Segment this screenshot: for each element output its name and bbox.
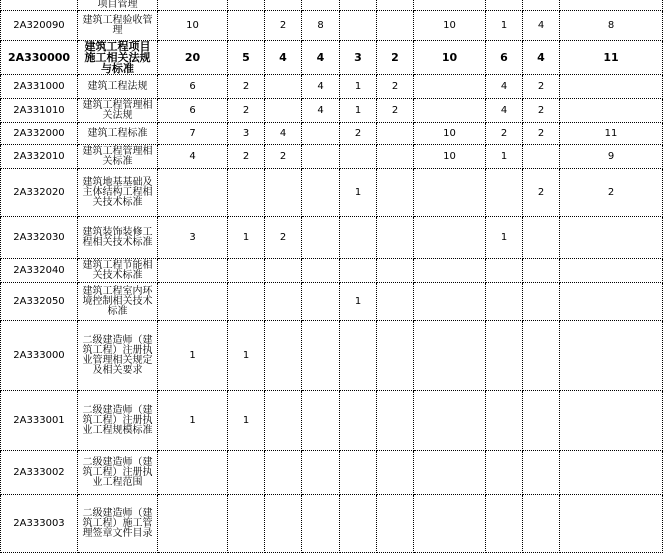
count-cell: 3 <box>228 123 265 145</box>
count-cell: 10 <box>414 11 486 41</box>
count-cell <box>158 451 228 495</box>
count-cell <box>560 217 663 259</box>
count-cell <box>158 495 228 553</box>
row-code: 2A333000 <box>1 321 78 391</box>
count-cell: 1 <box>340 169 377 217</box>
count-cell: 8 <box>560 11 663 41</box>
count-cell <box>377 145 414 169</box>
count-cell <box>228 169 265 217</box>
count-cell <box>158 283 228 321</box>
row-code: 2A332040 <box>1 259 78 283</box>
count-cell: 2 <box>265 145 302 169</box>
count-cell <box>523 495 560 553</box>
count-cell: 11 <box>560 41 663 75</box>
count-cell <box>486 391 523 451</box>
count-cell: 4 <box>302 41 340 75</box>
count-cell <box>265 0 302 11</box>
count-cell: 4 <box>302 75 340 99</box>
count-cell: 7 <box>158 123 228 145</box>
row-name: 二级建造师（建筑工程）施工管理签章文件目录 <box>78 495 158 553</box>
count-cell <box>158 0 228 11</box>
count-cell: 2 <box>228 145 265 169</box>
row-code: 2A330000 <box>1 41 78 75</box>
count-cell: 2 <box>340 123 377 145</box>
count-cell: 1 <box>486 11 523 41</box>
count-cell <box>377 391 414 451</box>
table-row <box>1 259 663 283</box>
count-cell: 1 <box>340 283 377 321</box>
count-cell <box>414 495 486 553</box>
count-cell: 3 <box>158 217 228 259</box>
count-cell <box>486 321 523 391</box>
count-cell <box>523 283 560 321</box>
count-cell: 5 <box>228 41 265 75</box>
table-row <box>1 11 663 41</box>
table-row <box>1 283 663 321</box>
count-cell: 2 <box>377 41 414 75</box>
row-code: 2A332030 <box>1 217 78 259</box>
row-code: 2A333001 <box>1 391 78 451</box>
row-code: 2A333002 <box>1 451 78 495</box>
count-cell <box>486 451 523 495</box>
count-cell <box>523 145 560 169</box>
count-cell <box>302 495 340 553</box>
count-cell <box>302 217 340 259</box>
row-name: 建筑工程法规 <box>78 75 158 99</box>
count-cell: 10 <box>414 145 486 169</box>
table-row <box>1 169 663 217</box>
count-cell <box>560 75 663 99</box>
count-cell: 1 <box>228 391 265 451</box>
count-cell: 6 <box>486 41 523 75</box>
table-row <box>1 75 663 99</box>
count-cell <box>265 321 302 391</box>
count-cell <box>340 11 377 41</box>
count-cell <box>560 495 663 553</box>
count-cell <box>302 123 340 145</box>
count-cell <box>523 259 560 283</box>
count-cell <box>414 283 486 321</box>
count-cell <box>560 321 663 391</box>
count-cell: 1 <box>486 145 523 169</box>
count-cell <box>377 259 414 283</box>
count-cell: 4 <box>486 99 523 123</box>
row-name: 建筑装饰装修工程相关技术标准 <box>78 217 158 259</box>
table-row <box>1 451 663 495</box>
count-cell <box>560 0 663 11</box>
count-cell <box>302 283 340 321</box>
row-name: 二级建造师（建筑工程）注册执业工程范围 <box>78 451 158 495</box>
count-cell <box>377 123 414 145</box>
count-cell <box>228 259 265 283</box>
row-code: 2A320090 <box>1 11 78 41</box>
row-code: 2A332050 <box>1 283 78 321</box>
count-cell: 10 <box>158 11 228 41</box>
count-cell: 2 <box>523 75 560 99</box>
table-row <box>1 321 663 391</box>
count-cell <box>414 169 486 217</box>
count-cell <box>377 11 414 41</box>
count-cell <box>523 321 560 391</box>
table-row <box>1 0 663 11</box>
count-cell <box>377 321 414 391</box>
count-cell: 6 <box>158 75 228 99</box>
count-cell <box>523 391 560 451</box>
count-cell <box>414 99 486 123</box>
row-code: 2A331000 <box>1 75 78 99</box>
count-cell <box>302 145 340 169</box>
row-name: 建筑工程标准 <box>78 123 158 145</box>
count-cell: 1 <box>228 321 265 391</box>
count-cell <box>377 169 414 217</box>
table-row <box>1 217 663 259</box>
count-cell: 2 <box>265 11 302 41</box>
count-cell: 10 <box>414 123 486 145</box>
count-cell: 2 <box>560 169 663 217</box>
count-cell <box>377 0 414 11</box>
count-cell <box>414 217 486 259</box>
count-cell <box>414 75 486 99</box>
count-cell <box>302 259 340 283</box>
count-cell <box>302 0 340 11</box>
table-row <box>1 123 663 145</box>
count-cell <box>560 283 663 321</box>
count-cell <box>228 451 265 495</box>
count-cell: 1 <box>158 321 228 391</box>
count-cell <box>340 321 377 391</box>
row-name: 建筑工程管理相关标准 <box>78 145 158 169</box>
count-cell <box>265 283 302 321</box>
count-cell: 1 <box>340 75 377 99</box>
count-cell <box>302 169 340 217</box>
table-row <box>1 145 663 169</box>
table-row <box>1 495 663 553</box>
count-cell <box>414 451 486 495</box>
count-cell <box>340 391 377 451</box>
count-cell: 4 <box>523 11 560 41</box>
count-cell: 2 <box>523 123 560 145</box>
count-cell: 6 <box>158 99 228 123</box>
count-cell <box>560 391 663 451</box>
count-cell <box>486 495 523 553</box>
count-cell: 1 <box>340 99 377 123</box>
count-cell <box>523 0 560 11</box>
count-cell: 4 <box>265 123 302 145</box>
count-cell <box>486 283 523 321</box>
count-cell <box>265 75 302 99</box>
count-cell <box>523 217 560 259</box>
count-cell: 2 <box>523 99 560 123</box>
count-cell: 4 <box>158 145 228 169</box>
count-cell <box>340 495 377 553</box>
count-cell <box>377 451 414 495</box>
row-code <box>1 0 78 11</box>
row-name: 建筑工程节能相关技术标准 <box>78 259 158 283</box>
count-cell <box>228 0 265 11</box>
count-cell <box>158 259 228 283</box>
count-cell <box>377 495 414 553</box>
row-code: 2A331010 <box>1 99 78 123</box>
count-cell <box>158 169 228 217</box>
count-cell: 2 <box>228 75 265 99</box>
count-cell: 11 <box>560 123 663 145</box>
row-name: 建筑工程验收管理 <box>78 11 158 41</box>
count-cell <box>265 99 302 123</box>
row-name: 项目管理 <box>78 0 158 11</box>
count-cell <box>377 283 414 321</box>
row-name: 建筑工程室内环境控制相关技术标准 <box>78 283 158 321</box>
count-cell <box>265 495 302 553</box>
row-name: 建筑工程管理相关法规 <box>78 99 158 123</box>
table-row <box>1 99 663 123</box>
count-cell <box>560 451 663 495</box>
count-cell <box>486 0 523 11</box>
row-name: 二级建造师（建筑工程）注册执业工程规模标准 <box>78 391 158 451</box>
count-cell <box>302 451 340 495</box>
count-cell <box>377 217 414 259</box>
count-cell <box>265 259 302 283</box>
count-cell <box>302 321 340 391</box>
row-name: 建筑工程项目施工相关法规与标准 <box>78 41 158 75</box>
count-cell <box>228 283 265 321</box>
count-cell <box>340 145 377 169</box>
count-cell <box>414 0 486 11</box>
count-cell: 8 <box>302 11 340 41</box>
count-cell: 9 <box>560 145 663 169</box>
count-cell <box>560 259 663 283</box>
count-cell <box>228 495 265 553</box>
count-cell <box>340 451 377 495</box>
row-code: 2A332000 <box>1 123 78 145</box>
count-cell: 3 <box>340 41 377 75</box>
row-code: 2A332020 <box>1 169 78 217</box>
count-cell: 4 <box>265 41 302 75</box>
table-row <box>1 41 663 75</box>
count-cell <box>414 321 486 391</box>
count-cell: 2 <box>265 217 302 259</box>
count-cell <box>414 391 486 451</box>
count-cell: 2 <box>228 99 265 123</box>
count-cell: 2 <box>486 123 523 145</box>
count-cell: 1 <box>228 217 265 259</box>
count-cell <box>265 169 302 217</box>
count-cell <box>523 451 560 495</box>
count-cell: 4 <box>523 41 560 75</box>
count-cell: 10 <box>414 41 486 75</box>
row-name: 建筑地基基础及主体结构工程相关技术标准 <box>78 169 158 217</box>
count-cell <box>340 259 377 283</box>
count-cell: 1 <box>486 217 523 259</box>
count-cell: 20 <box>158 41 228 75</box>
count-cell <box>265 391 302 451</box>
row-code: 2A332010 <box>1 145 78 169</box>
count-cell <box>340 0 377 11</box>
count-cell: 2 <box>523 169 560 217</box>
count-cell: 2 <box>377 99 414 123</box>
count-cell <box>302 391 340 451</box>
count-cell <box>265 451 302 495</box>
table-body <box>1 0 663 553</box>
count-cell: 4 <box>302 99 340 123</box>
table-row <box>1 391 663 451</box>
count-cell <box>228 11 265 41</box>
row-name: 二级建造师（建筑工程）注册执业管理相关规定及相关要求 <box>78 321 158 391</box>
count-cell <box>486 259 523 283</box>
count-cell <box>486 169 523 217</box>
count-cell <box>560 99 663 123</box>
count-cell: 1 <box>158 391 228 451</box>
count-cell: 2 <box>377 75 414 99</box>
count-cell <box>340 217 377 259</box>
count-cell: 4 <box>486 75 523 99</box>
row-code: 2A333003 <box>1 495 78 553</box>
count-cell <box>414 259 486 283</box>
